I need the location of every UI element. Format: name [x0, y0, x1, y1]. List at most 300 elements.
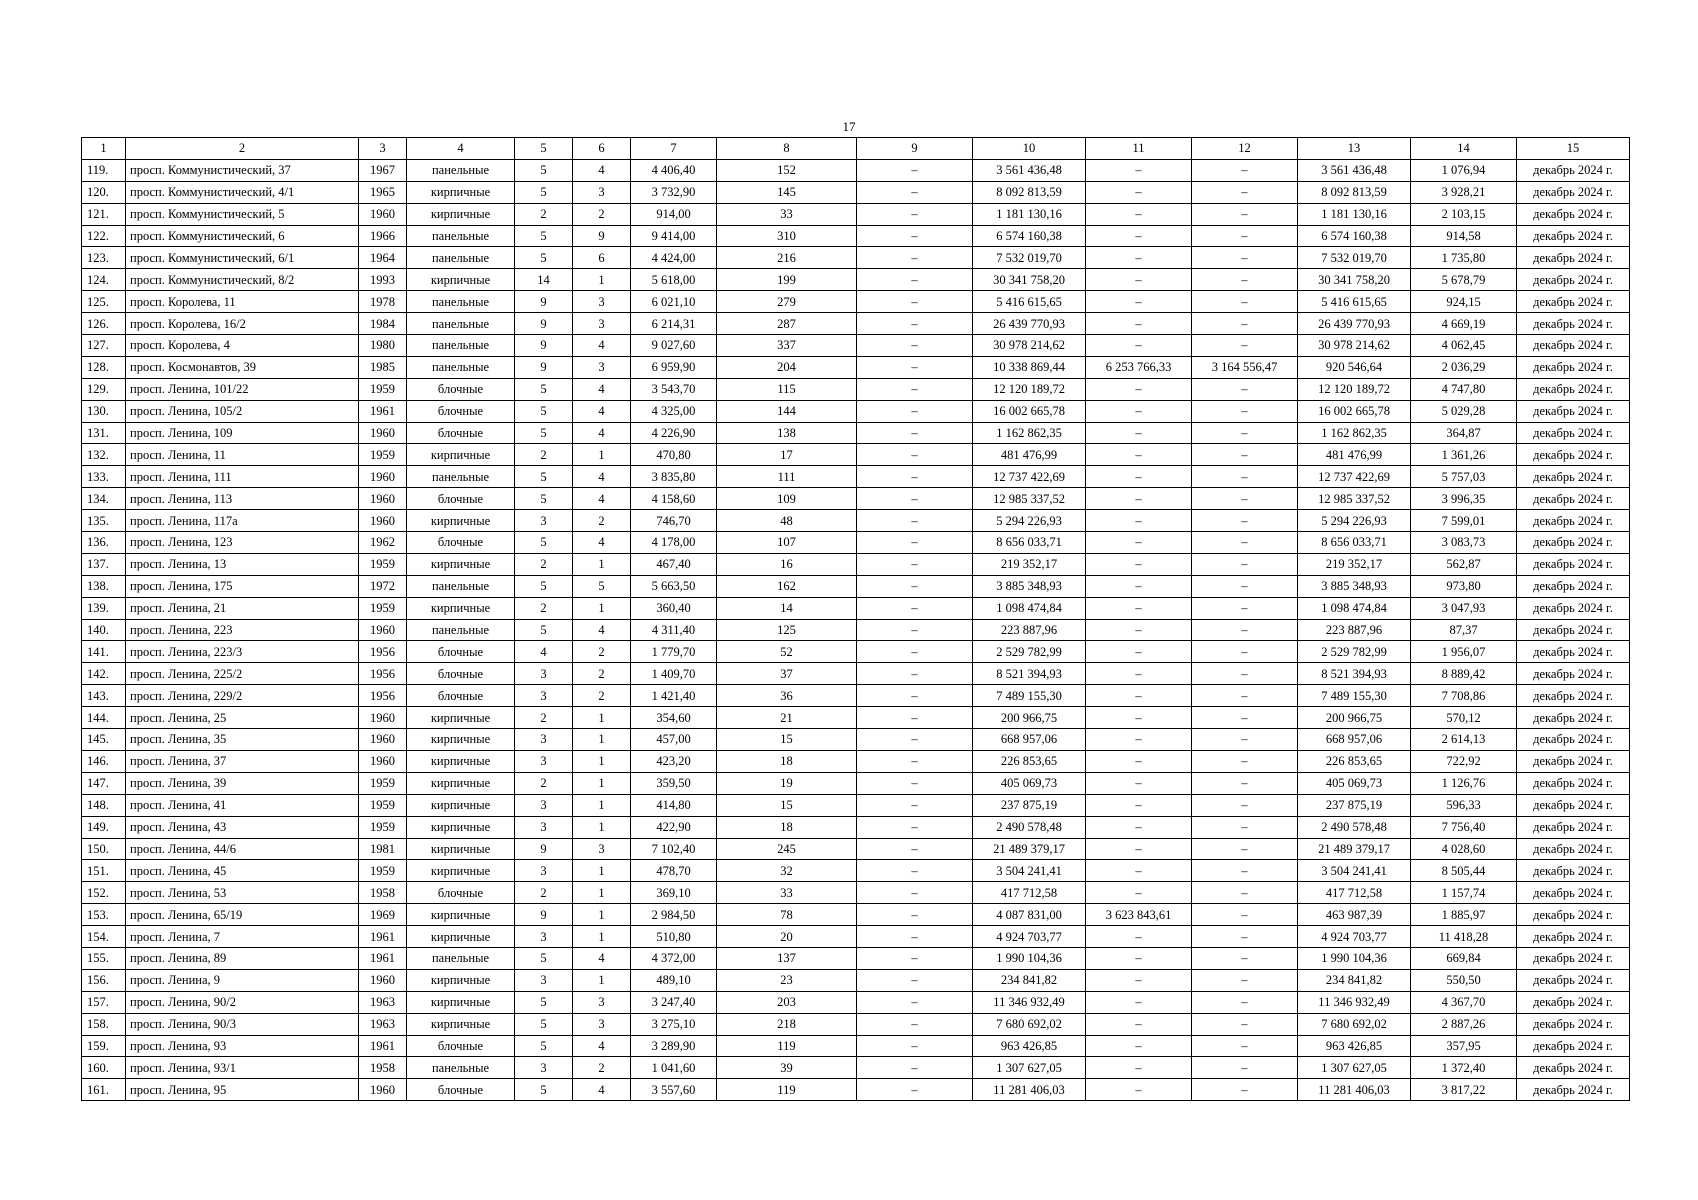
table-cell: – — [857, 772, 973, 794]
table-row — [82, 882, 1630, 904]
table-cell: декабрь 2024 г. — [1517, 225, 1630, 247]
table-cell: – — [1086, 729, 1192, 751]
table-cell: 111 — [717, 466, 857, 488]
table-cell: 123. — [82, 247, 126, 269]
table-cell: 1 — [573, 969, 631, 991]
table-cell: 147. — [82, 772, 126, 794]
table-cell: 405 069,73 — [973, 772, 1086, 794]
table-cell: – — [1192, 1057, 1298, 1079]
table-cell: 481 476,99 — [1298, 444, 1411, 466]
table-cell: 33 — [717, 203, 857, 225]
table-cell: – — [1192, 203, 1298, 225]
table-cell: 669,84 — [1411, 947, 1517, 969]
table-cell: 19 — [717, 772, 857, 794]
table-cell: 52 — [717, 641, 857, 663]
table-cell: блочные — [407, 882, 515, 904]
table-cell: 148. — [82, 794, 126, 816]
table-cell: 149. — [82, 816, 126, 838]
table-cell: 133. — [82, 466, 126, 488]
table-cell: 1980 — [359, 335, 407, 357]
table-cell: – — [857, 532, 973, 554]
table-cell: 8 656 033,71 — [973, 532, 1086, 554]
table-cell: 414,80 — [631, 794, 717, 816]
table-cell: просп. Ленина, 93/1 — [126, 1057, 359, 1079]
table-cell: 4 372,00 — [631, 947, 717, 969]
table-row — [82, 247, 1630, 269]
table-cell: 4 — [573, 159, 631, 181]
table-cell: – — [1192, 488, 1298, 510]
table-cell: декабрь 2024 г. — [1517, 247, 1630, 269]
column-header-1: 1 — [82, 138, 126, 160]
column-header-4: 4 — [407, 138, 515, 160]
table-cell: декабрь 2024 г. — [1517, 750, 1630, 772]
table-cell: просп. Ленина, 111 — [126, 466, 359, 488]
table-cell: панельные — [407, 247, 515, 269]
table-cell: 1961 — [359, 926, 407, 948]
table-cell: 4 — [573, 400, 631, 422]
table-cell: декабрь 2024 г. — [1517, 553, 1630, 575]
table-cell: 218 — [717, 1013, 857, 1035]
table-cell: просп. Королева, 16/2 — [126, 313, 359, 335]
table-cell: 3 623 843,61 — [1086, 904, 1192, 926]
table-cell: – — [1086, 707, 1192, 729]
table-cell: 137. — [82, 553, 126, 575]
table-cell: 12 120 189,72 — [973, 378, 1086, 400]
table-cell: 1963 — [359, 991, 407, 1013]
table-cell: 3 885 348,93 — [1298, 575, 1411, 597]
table-cell: 360,40 — [631, 597, 717, 619]
table-cell: 9 — [515, 904, 573, 926]
table-cell: 359,50 — [631, 772, 717, 794]
table-cell: 5 618,00 — [631, 269, 717, 291]
table-cell: 3 — [515, 685, 573, 707]
table-cell: 4 062,45 — [1411, 335, 1517, 357]
table-cell: просп. Ленина, 95 — [126, 1079, 359, 1101]
table-cell: 18 — [717, 750, 857, 772]
table-cell: просп. Ленина, 223 — [126, 619, 359, 641]
column-header-5: 5 — [515, 138, 573, 160]
table-cell: – — [1192, 729, 1298, 751]
table-cell: 668 957,06 — [973, 729, 1086, 751]
table-cell: 354,60 — [631, 707, 717, 729]
table-cell: 4 — [573, 619, 631, 641]
table-cell: 470,80 — [631, 444, 717, 466]
table-cell: – — [1086, 882, 1192, 904]
table-cell: 310 — [717, 225, 857, 247]
table-cell: – — [1192, 291, 1298, 313]
table-cell: просп. Коммунистический, 4/1 — [126, 181, 359, 203]
table-cell: 3 — [573, 291, 631, 313]
table-cell: 5 — [515, 1079, 573, 1101]
table-cell: декабрь 2024 г. — [1517, 510, 1630, 532]
table-cell: – — [1086, 532, 1192, 554]
table-row — [82, 794, 1630, 816]
table-row — [82, 335, 1630, 357]
table-cell: декабрь 2024 г. — [1517, 1013, 1630, 1035]
table-cell: 1 779,70 — [631, 641, 717, 663]
table-cell: декабрь 2024 г. — [1517, 991, 1630, 1013]
table-cell: – — [1086, 575, 1192, 597]
table-cell: 115 — [717, 378, 857, 400]
table-cell: декабрь 2024 г. — [1517, 203, 1630, 225]
table-cell: декабрь 2024 г. — [1517, 159, 1630, 181]
table-cell: 7 489 155,30 — [973, 685, 1086, 707]
table-cell: блочные — [407, 400, 515, 422]
table-cell: 129. — [82, 378, 126, 400]
table-cell: декабрь 2024 г. — [1517, 597, 1630, 619]
table-cell: декабрь 2024 г. — [1517, 729, 1630, 751]
table-cell: 1 990 104,36 — [973, 947, 1086, 969]
table-cell: 4 — [573, 532, 631, 554]
table-cell: кирпичные — [407, 816, 515, 838]
table-cell: просп. Ленина, 53 — [126, 882, 359, 904]
table-cell: 4 — [573, 947, 631, 969]
table-cell: 3 047,93 — [1411, 597, 1517, 619]
table-cell: 203 — [717, 991, 857, 1013]
table-cell: 160. — [82, 1057, 126, 1079]
table-cell: просп. Ленина, 9 — [126, 969, 359, 991]
table-cell: декабрь 2024 г. — [1517, 838, 1630, 860]
table-cell: 596,33 — [1411, 794, 1517, 816]
table-cell: 9 — [515, 313, 573, 335]
table-cell: 2 036,29 — [1411, 356, 1517, 378]
table-row — [82, 969, 1630, 991]
table-cell: – — [1192, 641, 1298, 663]
table-cell: 204 — [717, 356, 857, 378]
table-cell: 6 574 160,38 — [973, 225, 1086, 247]
table-cell: блочные — [407, 422, 515, 444]
table-cell: 153. — [82, 904, 126, 926]
table-cell: 5 416 615,65 — [973, 291, 1086, 313]
table-cell: 10 338 869,44 — [973, 356, 1086, 378]
table-cell: 15 — [717, 729, 857, 751]
table-cell: 7 532 019,70 — [973, 247, 1086, 269]
table-cell: 3 — [515, 816, 573, 838]
table-cell: 2 614,13 — [1411, 729, 1517, 751]
table-cell: 5 029,28 — [1411, 400, 1517, 422]
table-cell: 30 341 758,20 — [973, 269, 1086, 291]
table-cell: 5 — [515, 1013, 573, 1035]
table-cell: 1961 — [359, 1035, 407, 1057]
table-cell: 14 — [515, 269, 573, 291]
table-cell: – — [857, 159, 973, 181]
table-cell: декабрь 2024 г. — [1517, 378, 1630, 400]
table-cell: 16 002 665,78 — [973, 400, 1086, 422]
table-cell: 1956 — [359, 663, 407, 685]
table-cell: 2 — [515, 597, 573, 619]
table-cell: 1960 — [359, 729, 407, 751]
table-row — [82, 575, 1630, 597]
table-cell: 722,92 — [1411, 750, 1517, 772]
table-cell: 5 757,03 — [1411, 466, 1517, 488]
table-cell: просп. Ленина, 101/22 — [126, 378, 359, 400]
table-cell: – — [857, 904, 973, 926]
table-cell: 510,80 — [631, 926, 717, 948]
table-cell: просп. Ленина, 21 — [126, 597, 359, 619]
table-cell: – — [857, 729, 973, 751]
table-cell: просп. Ленина, 229/2 — [126, 685, 359, 707]
table-cell: 223 887,96 — [1298, 619, 1411, 641]
table-cell: 369,10 — [631, 882, 717, 904]
table-cell: – — [1086, 969, 1192, 991]
table-cell: 1 421,40 — [631, 685, 717, 707]
table-cell: – — [857, 181, 973, 203]
table-cell: – — [1192, 663, 1298, 685]
table-cell: панельные — [407, 575, 515, 597]
table-cell: – — [1086, 597, 1192, 619]
table-cell: 1969 — [359, 904, 407, 926]
table-cell: просп. Коммунистический, 8/2 — [126, 269, 359, 291]
table-cell: – — [1086, 1013, 1192, 1035]
table-cell: просп. Ленина, 37 — [126, 750, 359, 772]
table-cell: – — [1086, 269, 1192, 291]
table-cell: панельные — [407, 313, 515, 335]
table-cell: – — [1086, 772, 1192, 794]
table-cell: – — [857, 641, 973, 663]
table-cell: просп. Ленина, 13 — [126, 553, 359, 575]
table-cell: декабрь 2024 г. — [1517, 794, 1630, 816]
table-cell: 9 414,00 — [631, 225, 717, 247]
table-cell: – — [857, 685, 973, 707]
table-cell: 1 — [573, 729, 631, 751]
table-cell: – — [857, 335, 973, 357]
table-cell: – — [1192, 553, 1298, 575]
table-row — [82, 269, 1630, 291]
table-cell: 9 — [515, 356, 573, 378]
table-cell: декабрь 2024 г. — [1517, 444, 1630, 466]
table-cell: 1960 — [359, 619, 407, 641]
table-row — [82, 619, 1630, 641]
table-cell: 1 — [573, 772, 631, 794]
table-cell: 3 — [515, 969, 573, 991]
table-cell: – — [857, 947, 973, 969]
table-cell: просп. Ленина, 105/2 — [126, 400, 359, 422]
table-row — [82, 313, 1630, 335]
table-cell: 127. — [82, 335, 126, 357]
table-cell: просп. Ленина, 45 — [126, 860, 359, 882]
table-cell: – — [1086, 838, 1192, 860]
table-cell: декабрь 2024 г. — [1517, 400, 1630, 422]
table-cell: панельные — [407, 1057, 515, 1079]
table-cell: 337 — [717, 335, 857, 357]
table-cell: 1 — [573, 750, 631, 772]
table-cell: 1966 — [359, 225, 407, 247]
table-cell: 5 — [515, 991, 573, 1013]
table-cell: 156. — [82, 969, 126, 991]
table-cell: – — [1192, 947, 1298, 969]
table-cell: 1 076,94 — [1411, 159, 1517, 181]
table-cell: 5 — [515, 225, 573, 247]
table-cell: декабрь 2024 г. — [1517, 422, 1630, 444]
table-cell: 550,50 — [1411, 969, 1517, 991]
table-cell: 7 680 692,02 — [1298, 1013, 1411, 1035]
table-cell: 7 489 155,30 — [1298, 685, 1411, 707]
table-cell: 1962 — [359, 532, 407, 554]
table-cell: панельные — [407, 947, 515, 969]
table-cell: – — [857, 619, 973, 641]
table-cell: декабрь 2024 г. — [1517, 619, 1630, 641]
table-cell: – — [1086, 313, 1192, 335]
table-cell: 14 — [717, 597, 857, 619]
table-cell: – — [1086, 1035, 1192, 1057]
table-cell: 4 — [573, 1079, 631, 1101]
table-cell: 138. — [82, 575, 126, 597]
table-cell: 3 885 348,93 — [973, 575, 1086, 597]
table-cell: кирпичные — [407, 510, 515, 532]
table-cell: 1960 — [359, 1079, 407, 1101]
table-cell: декабрь 2024 г. — [1517, 269, 1630, 291]
table-cell: 152 — [717, 159, 857, 181]
table-cell: 15 — [717, 794, 857, 816]
table-row — [82, 510, 1630, 532]
table-cell: просп. Ленина, 43 — [126, 816, 359, 838]
table-cell: 5 — [515, 400, 573, 422]
table-cell: 2 — [573, 641, 631, 663]
table-row — [82, 860, 1630, 882]
table-cell: декабрь 2024 г. — [1517, 947, 1630, 969]
table-cell: 4 424,00 — [631, 247, 717, 269]
table-cell: 5 294 226,93 — [973, 510, 1086, 532]
table-cell: 668 957,06 — [1298, 729, 1411, 751]
table-cell: – — [1192, 772, 1298, 794]
table-cell: 1960 — [359, 707, 407, 729]
table-cell: – — [1086, 291, 1192, 313]
table-cell: 1959 — [359, 378, 407, 400]
table-cell: 1958 — [359, 1057, 407, 1079]
table-cell: 6 574 160,38 — [1298, 225, 1411, 247]
table-cell: – — [1086, 553, 1192, 575]
table-cell: 122. — [82, 225, 126, 247]
table-cell: 33 — [717, 882, 857, 904]
table-cell: просп. Ленина, 25 — [126, 707, 359, 729]
table-cell: 154. — [82, 926, 126, 948]
table-cell: 12 737 422,69 — [973, 466, 1086, 488]
table-cell: 1 — [573, 444, 631, 466]
table-cell: – — [1086, 181, 1192, 203]
table-cell: – — [857, 991, 973, 1013]
table-cell: 2 — [573, 663, 631, 685]
table-cell: 4 924 703,77 — [1298, 926, 1411, 948]
table-cell: – — [1192, 1013, 1298, 1035]
table-cell: 8 505,44 — [1411, 860, 1517, 882]
table-cell: – — [1086, 488, 1192, 510]
table-cell: 4 367,70 — [1411, 991, 1517, 1013]
table-cell: 119 — [717, 1079, 857, 1101]
table-cell: 1959 — [359, 794, 407, 816]
table-cell: 9 — [515, 335, 573, 357]
table-cell: 1960 — [359, 466, 407, 488]
table-cell: – — [1192, 247, 1298, 269]
table-cell: панельные — [407, 356, 515, 378]
table-cell: 16 002 665,78 — [1298, 400, 1411, 422]
table-cell: – — [857, 225, 973, 247]
table-cell: 4 178,00 — [631, 532, 717, 554]
table-row — [82, 707, 1630, 729]
table-cell: 914,00 — [631, 203, 717, 225]
table-cell: – — [1086, 641, 1192, 663]
table-cell: 457,00 — [631, 729, 717, 751]
table-cell: – — [1192, 335, 1298, 357]
column-header-3: 3 — [359, 138, 407, 160]
table-cell: 237 875,19 — [973, 794, 1086, 816]
table-cell: 226 853,65 — [973, 750, 1086, 772]
table-cell: 4 158,60 — [631, 488, 717, 510]
table-header — [82, 138, 1630, 160]
table-cell: 417 712,58 — [973, 882, 1086, 904]
table-cell: – — [1192, 378, 1298, 400]
table-cell: 1 — [573, 904, 631, 926]
table-cell: 30 978 214,62 — [1298, 335, 1411, 357]
table-cell: – — [1192, 707, 1298, 729]
table-cell: 152. — [82, 882, 126, 904]
table-cell: просп. Ленина, 11 — [126, 444, 359, 466]
table-cell: 5 — [515, 1035, 573, 1057]
table-cell: 1 307 627,05 — [973, 1057, 1086, 1079]
table-cell: 3 — [573, 1013, 631, 1035]
table-cell: 1 735,80 — [1411, 247, 1517, 269]
table-cell: – — [857, 203, 973, 225]
table-cell: – — [1086, 444, 1192, 466]
table-cell: декабрь 2024 г. — [1517, 335, 1630, 357]
table-cell: декабрь 2024 г. — [1517, 663, 1630, 685]
table-cell: кирпичные — [407, 969, 515, 991]
table-cell: 4 325,00 — [631, 400, 717, 422]
table-cell: 21 489 379,17 — [973, 838, 1086, 860]
table-cell: 1 — [573, 926, 631, 948]
table-cell: 3 504 241,41 — [973, 860, 1086, 882]
table-cell: декабрь 2024 г. — [1517, 816, 1630, 838]
table-cell: 1985 — [359, 356, 407, 378]
table-cell: 5 — [515, 575, 573, 597]
table-cell: 3 543,70 — [631, 378, 717, 400]
table-cell: 8 656 033,71 — [1298, 532, 1411, 554]
table-cell: 48 — [717, 510, 857, 532]
table-cell: 1959 — [359, 597, 407, 619]
table-cell: просп. Ленина, 65/19 — [126, 904, 359, 926]
table-cell: 6 253 766,33 — [1086, 356, 1192, 378]
table-cell: 570,12 — [1411, 707, 1517, 729]
table-cell: 32 — [717, 860, 857, 882]
table-cell: 199 — [717, 269, 857, 291]
table-cell: просп. Коммунистический, 6/1 — [126, 247, 359, 269]
table-cell: – — [1086, 400, 1192, 422]
table-cell: 11 281 406,03 — [1298, 1079, 1411, 1101]
table-cell: 4 311,40 — [631, 619, 717, 641]
table-cell: 130. — [82, 400, 126, 422]
table-cell: 139. — [82, 597, 126, 619]
table-cell: – — [1086, 663, 1192, 685]
table-cell: 1 990 104,36 — [1298, 947, 1411, 969]
table-cell: просп. Ленина, 113 — [126, 488, 359, 510]
column-header-11: 11 — [1086, 138, 1192, 160]
table-cell: 140. — [82, 619, 126, 641]
table-cell: кирпичные — [407, 794, 515, 816]
table-cell: 12 985 337,52 — [1298, 488, 1411, 510]
table-cell: 135. — [82, 510, 126, 532]
table-cell: 4 028,60 — [1411, 838, 1517, 860]
table-cell: 21 489 379,17 — [1298, 838, 1411, 860]
table-cell: – — [1192, 1079, 1298, 1101]
table-cell: – — [1086, 1057, 1192, 1079]
table-cell: 1959 — [359, 816, 407, 838]
table-cell: – — [1086, 750, 1192, 772]
table-cell: блочные — [407, 488, 515, 510]
table-cell: 1 098 474,84 — [1298, 597, 1411, 619]
table-cell: – — [1192, 269, 1298, 291]
table-cell: 3 504 241,41 — [1298, 860, 1411, 882]
table-cell: – — [857, 1057, 973, 1079]
table-cell: 145. — [82, 729, 126, 751]
